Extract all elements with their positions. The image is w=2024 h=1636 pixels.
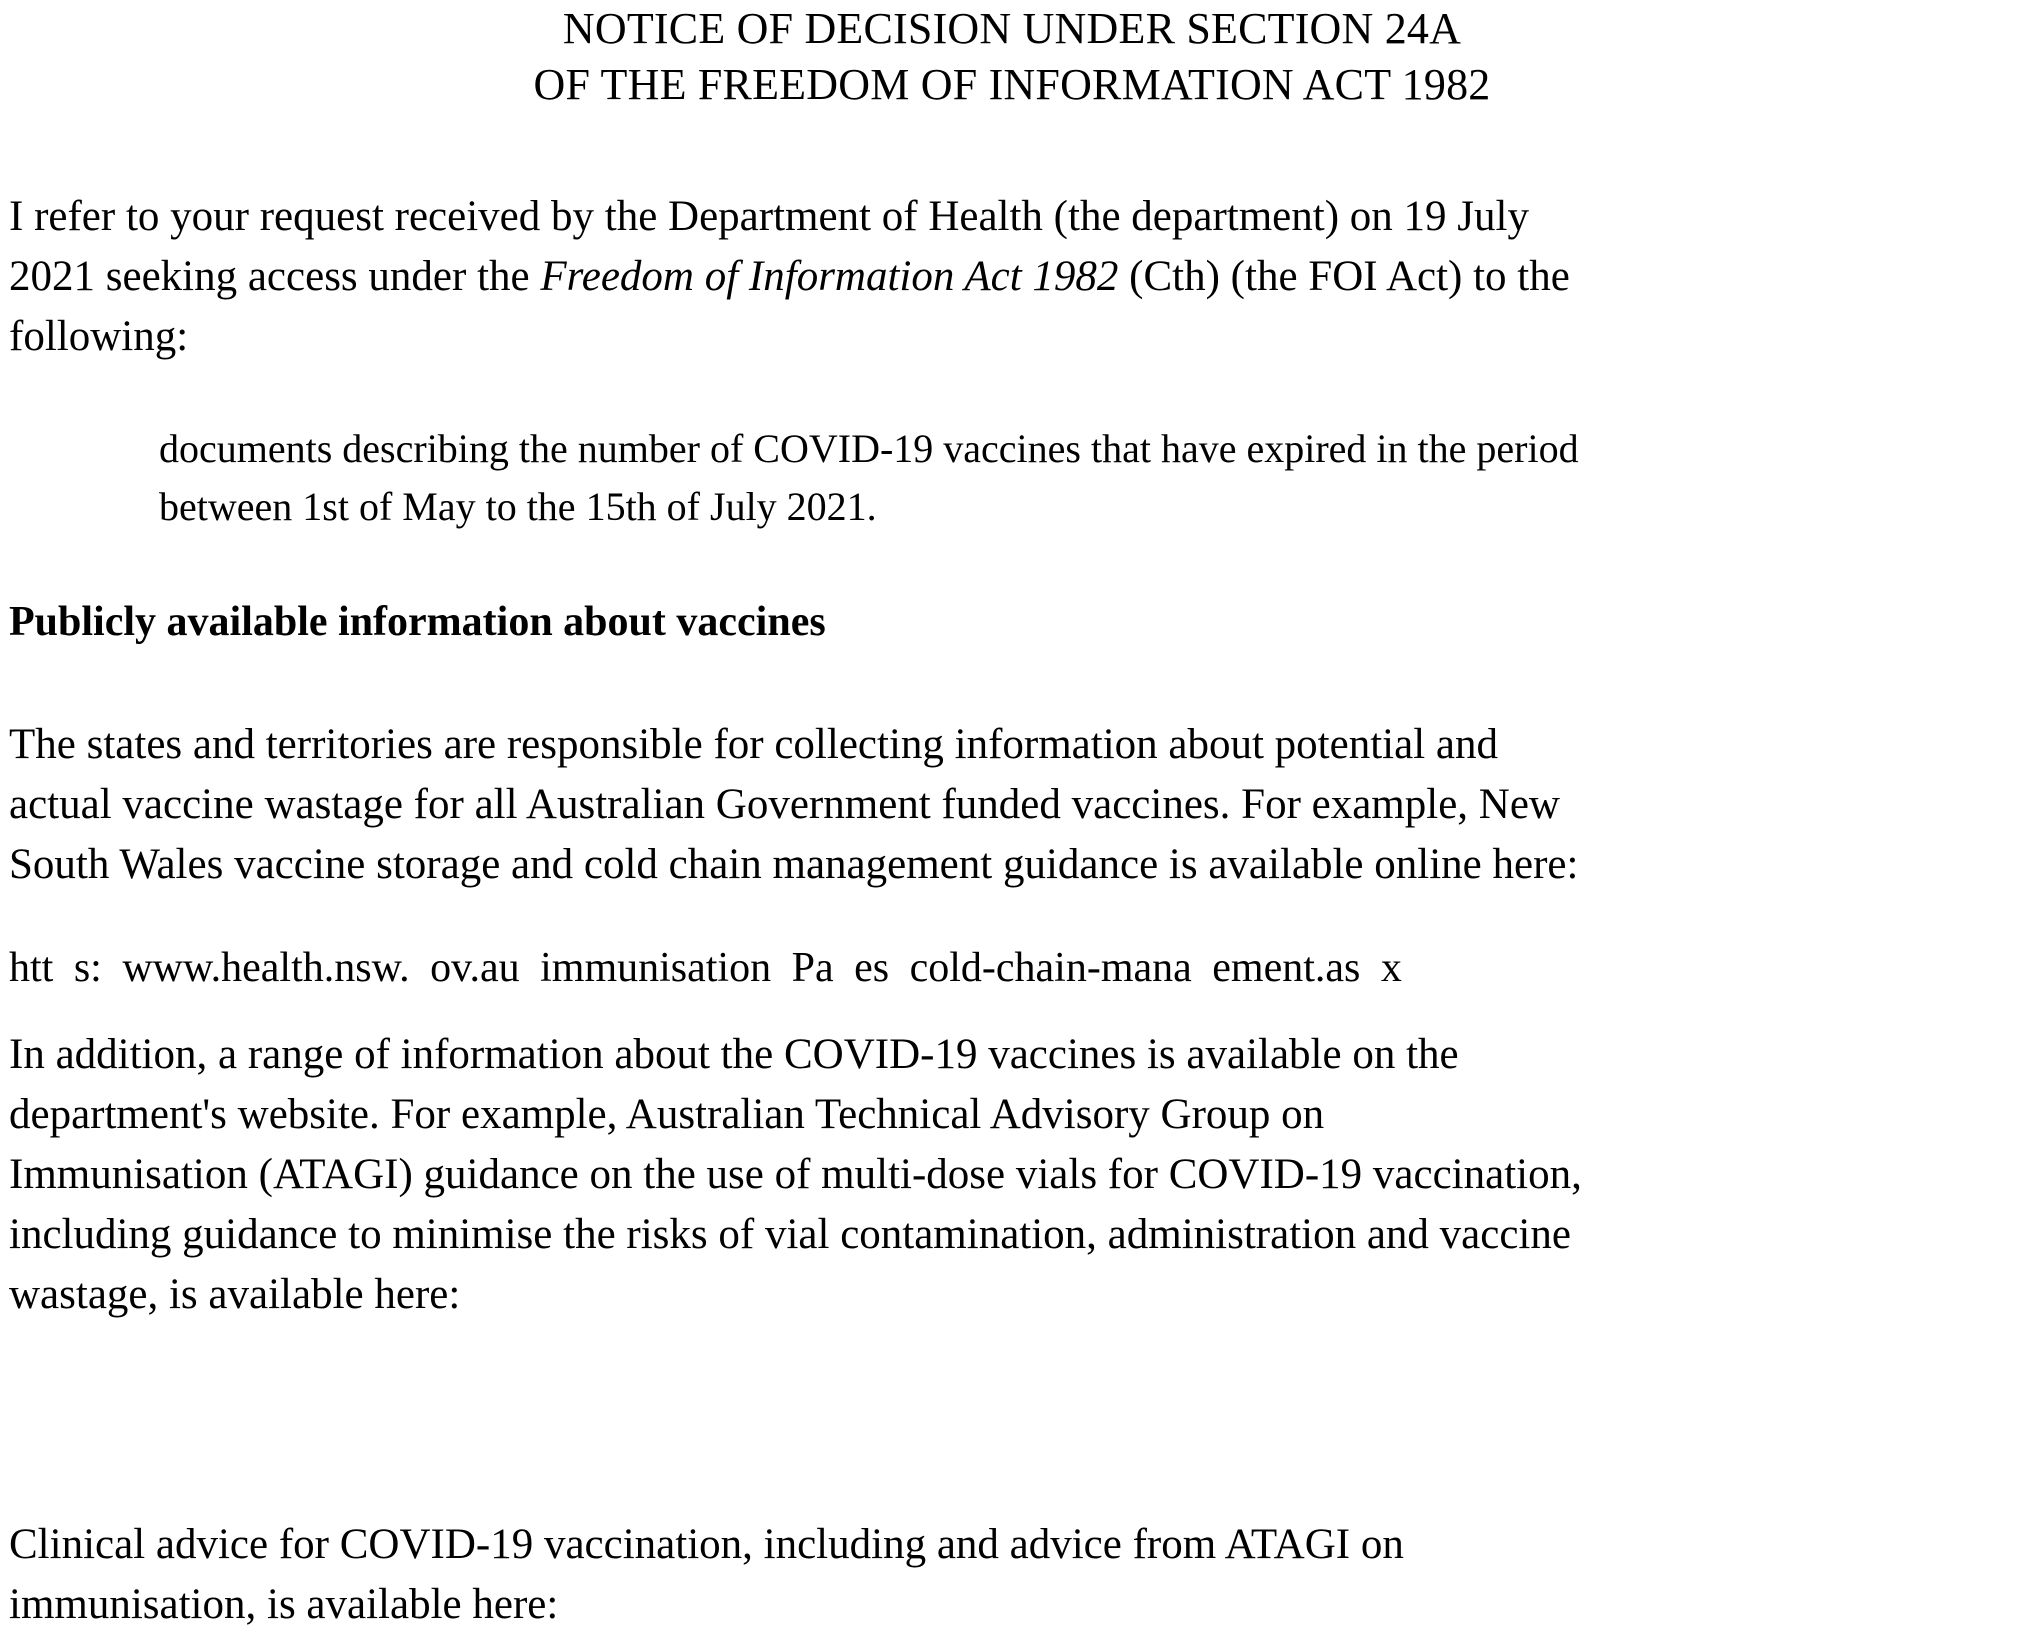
request-quote-line-1: documents describing the number of COVID-19 vaccines that have expired in the period	[159, 426, 1579, 471]
states-paragraph	[9, 715, 2014, 895]
clinical-line-1: Clinical advice for COVID-19 vaccination, including and advice from ATAGI on	[9, 1521, 1404, 1568]
addition-line-2: department's website. For example, Australian Technical Advisory Group on	[9, 1091, 1325, 1138]
states-line-3: South Wales vaccine storage and cold chain management guidance is available online here:	[9, 841, 1579, 888]
notice-heading-line-1: NOTICE OF DECISION UNDER SECTION 24A	[562, 4, 1462, 53]
addition-line-1: In addition, a range of information about the COVID-19 vaccines is available on the	[9, 1031, 1459, 1078]
states-line-1: The states and territories are responsible for collecting information about potential and	[9, 721, 1498, 768]
intro-line-2	[9, 247, 2014, 307]
addition-line-4: including guidance to minimise the risks of vial contamination, administration and vaccine	[9, 1211, 1571, 1258]
section-heading: Publicly available information about vaccines	[9, 599, 826, 645]
nsw-cold-chain-link[interactable]: htt s: www.health.nsw. ov.au immunisation Pa es cold-chain-mana ement.as x	[9, 945, 1402, 991]
intro-line-3: following:	[9, 313, 189, 360]
intro-line-1: I refer to your request received by the Department of Health (the department) on 19 July	[9, 193, 1529, 240]
addition-line-5: wastage, is available here:	[9, 1271, 461, 1318]
addition-line-3: Immunisation (ATAGI) guidance on the use of multi-dose vials for COVID-19 vaccination,	[9, 1151, 1582, 1198]
intro-line-2-end: (Cth) (the FOI Act) to the	[1118, 253, 1570, 300]
clinical-line-2: immunisation, is available here:	[9, 1581, 559, 1628]
states-line-2: actual vaccine wastage for all Australian Government funded vaccines. For example, New	[9, 781, 1560, 828]
addition-paragraph	[9, 1025, 2014, 1325]
clinical-paragraph	[9, 1515, 2014, 1635]
request-quote	[159, 420, 1989, 536]
notice-heading-line-2: OF THE FREEDOM OF INFORMATION ACT 1982	[533, 60, 1491, 109]
foi-act-title: Freedom of Information Act 1982	[540, 253, 1119, 300]
intro-paragraph	[9, 187, 2014, 367]
intro-line-2-start: 2021 seeking access under the	[9, 253, 541, 300]
request-quote-line-2: between 1st of May to the 15th of July 2021.	[159, 484, 877, 529]
